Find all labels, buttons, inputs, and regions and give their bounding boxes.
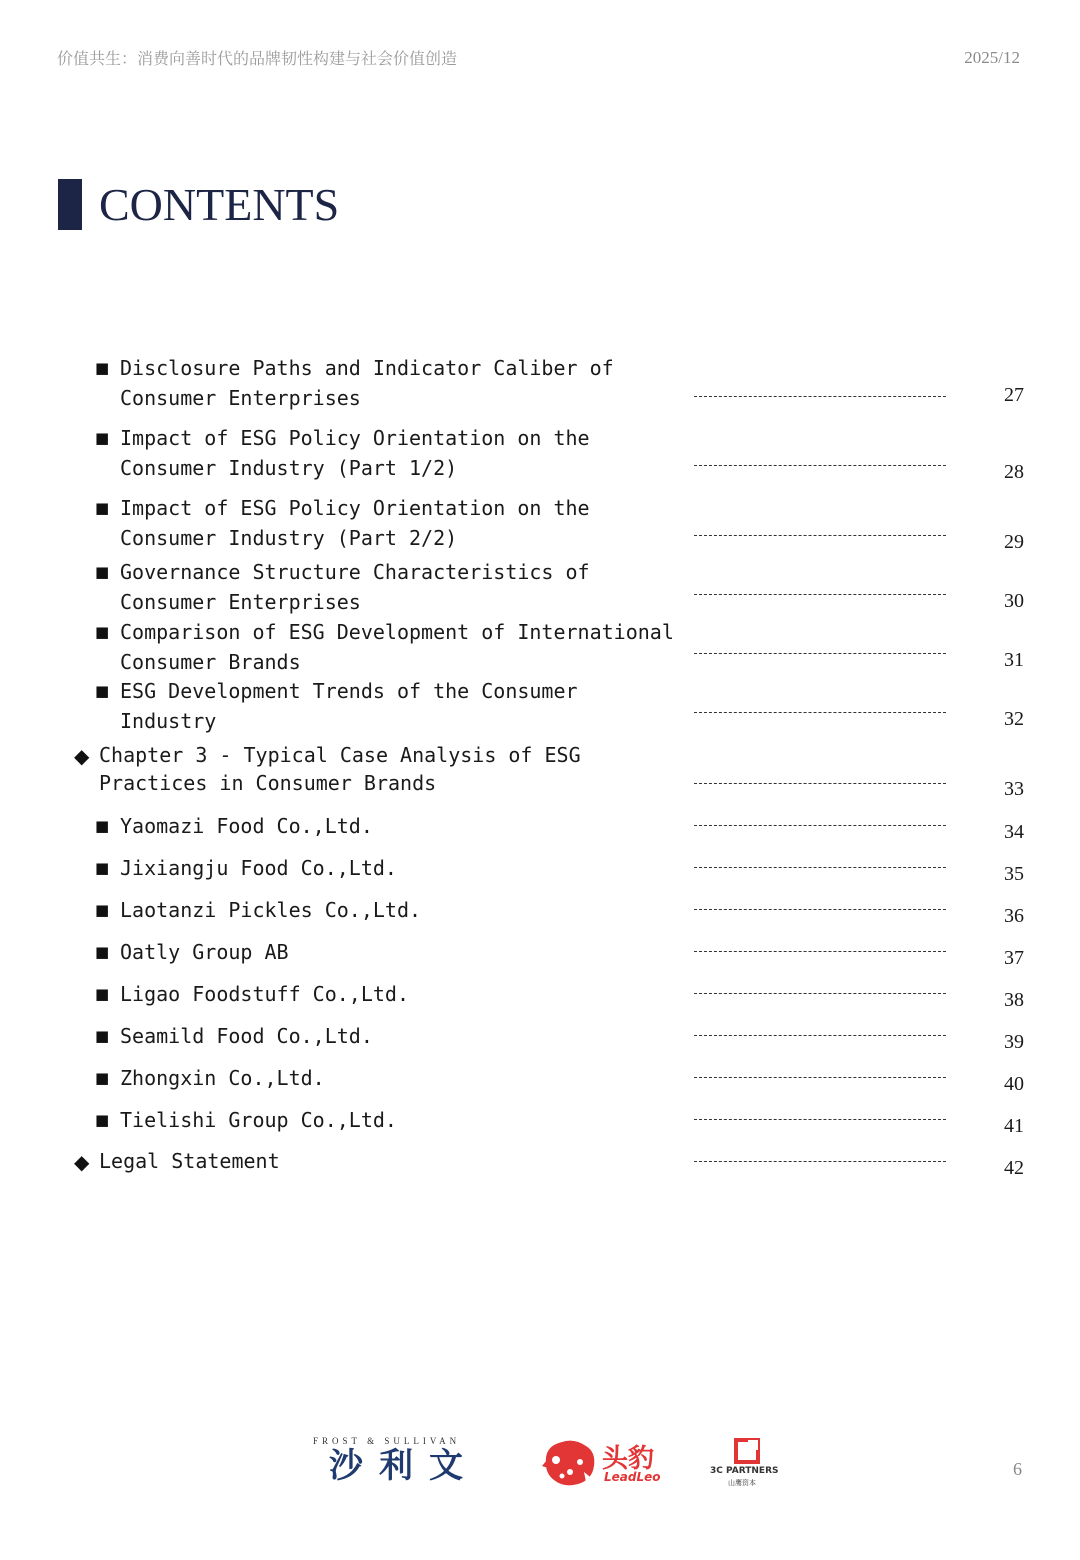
toc-page-number: 33 bbox=[1004, 778, 1024, 800]
toc-leader-dashes bbox=[694, 712, 946, 713]
toc-leader-dashes bbox=[694, 594, 946, 595]
heading-accent-bar bbox=[58, 179, 82, 230]
frost-sullivan-logo bbox=[313, 1436, 508, 1490]
square-bullet-icon: ■ bbox=[95, 859, 110, 877]
square-bullet-icon: ■ bbox=[95, 943, 110, 961]
toc-leader-dashes bbox=[694, 951, 946, 952]
toc-leader-dashes bbox=[694, 783, 946, 784]
toc-page-number: 42 bbox=[1004, 1157, 1024, 1179]
square-bullet-icon: ■ bbox=[95, 499, 110, 517]
3c-partners-cn: 山鹰资本 bbox=[728, 1479, 756, 1487]
square-bullet-icon: ■ bbox=[95, 1027, 110, 1045]
toc-entry-label: Jixiangju Food Co.,Ltd. bbox=[120, 856, 397, 880]
toc-entry-label: Ligao Foodstuff Co.,Ltd. bbox=[120, 982, 409, 1006]
toc-page-number: 35 bbox=[1004, 863, 1024, 885]
toc-entry-label: Yaomazi Food Co.,Ltd. bbox=[120, 814, 373, 838]
toc-entry-label: Laotanzi Pickles Co.,Ltd. bbox=[120, 898, 422, 922]
square-bullet-icon: ■ bbox=[95, 563, 110, 581]
square-bullet-icon: ■ bbox=[95, 623, 110, 641]
toc-entry-label: Consumer Industry (Part 2/2) bbox=[120, 526, 458, 550]
toc-leader-dashes bbox=[694, 825, 946, 826]
frost-sullivan-en: FROST & SULLIVAN bbox=[313, 1436, 461, 1446]
diamond-bullet-icon: ◆ bbox=[74, 744, 90, 768]
diamond-bullet-icon: ◆ bbox=[74, 1150, 90, 1174]
toc-entry-label: Consumer Brands bbox=[120, 650, 301, 674]
toc-leader-dashes bbox=[694, 465, 946, 466]
toc-page-number: 37 bbox=[1004, 947, 1024, 969]
toc-leader-dashes bbox=[694, 1119, 946, 1120]
leadleo-logo bbox=[540, 1436, 664, 1490]
square-bullet-icon: ■ bbox=[95, 1111, 110, 1129]
toc-leader-dashes bbox=[694, 1077, 946, 1078]
toc-entry-label: Consumer Enterprises bbox=[120, 590, 361, 614]
toc-leader-dashes bbox=[694, 396, 946, 397]
toc-entry-label: Disclosure Paths and Indicator Caliber of bbox=[120, 356, 614, 380]
toc-page-number: 28 bbox=[1004, 461, 1024, 483]
toc-entry-label: Practices in Consumer Brands bbox=[99, 771, 437, 795]
toc-entry-label: Industry bbox=[120, 709, 217, 733]
toc-entry-label: Consumer Industry (Part 1/2) bbox=[120, 456, 458, 480]
toc-page-number: 40 bbox=[1004, 1073, 1024, 1095]
toc-entry-label: Legal Statement bbox=[99, 1149, 280, 1173]
toc-page-number: 29 bbox=[1004, 531, 1024, 553]
toc-page-number: 39 bbox=[1004, 1031, 1024, 1053]
toc-leader-dashes bbox=[694, 1035, 946, 1036]
toc-leader-dashes bbox=[694, 653, 946, 654]
toc-leader-dashes bbox=[694, 909, 946, 910]
toc-page-number: 32 bbox=[1004, 708, 1024, 730]
3c-partners-en: 3C PARTNERS bbox=[710, 1466, 779, 1476]
contents-title: CONTENTS bbox=[99, 179, 340, 230]
square-bullet-icon: ■ bbox=[95, 429, 110, 447]
square-bullet-icon: ■ bbox=[95, 817, 110, 835]
toc-page-number: 31 bbox=[1004, 649, 1024, 671]
header-date: 2025/12 bbox=[964, 48, 1020, 67]
toc-entry-label: Comparison of ESG Development of International bbox=[120, 620, 674, 644]
toc-entry-label: Seamild Food Co.,Ltd. bbox=[120, 1024, 373, 1048]
toc-page-number: 38 bbox=[1004, 989, 1024, 1011]
header-title: 价值共生：消费向善时代的品牌韧性构建与社会价值创造 bbox=[57, 49, 458, 68]
toc-page-number: 36 bbox=[1004, 905, 1024, 927]
toc-page-number: 41 bbox=[1004, 1115, 1024, 1137]
toc-entry-label: Consumer Enterprises bbox=[120, 386, 361, 410]
3c-square-icon bbox=[734, 1438, 760, 1464]
toc-entry-label: ESG Development Trends of the Consumer bbox=[120, 679, 578, 703]
square-bullet-icon: ■ bbox=[95, 985, 110, 1003]
toc-entry-label: Tielishi Group Co.,Ltd. bbox=[120, 1108, 397, 1132]
toc-leader-dashes bbox=[694, 993, 946, 994]
toc-page-number: 34 bbox=[1004, 821, 1024, 843]
toc-entry-label: Chapter 3 - Typical Case Analysis of ESG bbox=[99, 743, 581, 767]
toc-leader-dashes bbox=[694, 1161, 946, 1162]
3c-partners-logo bbox=[704, 1436, 788, 1490]
toc-page-number: 27 bbox=[1004, 384, 1024, 406]
leadleo-cn: 头豹 bbox=[602, 1444, 655, 1474]
square-bullet-icon: ■ bbox=[95, 901, 110, 919]
square-bullet-icon: ■ bbox=[95, 359, 110, 377]
leadleo-en: LeadLeo bbox=[604, 1470, 661, 1484]
frost-sullivan-cn: 沙利文 bbox=[329, 1446, 479, 1486]
toc-entry-label: Oatly Group AB bbox=[120, 940, 289, 964]
toc-leader-dashes bbox=[694, 535, 946, 536]
toc-entry-label: Impact of ESG Policy Orientation on the bbox=[120, 496, 590, 520]
toc-entry-label: Zhongxin Co.,Ltd. bbox=[120, 1066, 325, 1090]
toc-entry-label: Impact of ESG Policy Orientation on the bbox=[120, 426, 590, 450]
leopard-head-icon bbox=[540, 1436, 600, 1490]
toc-page-number: 30 bbox=[1004, 590, 1024, 612]
page-number: 6 bbox=[1013, 1459, 1022, 1479]
square-bullet-icon: ■ bbox=[95, 682, 110, 700]
toc-entry-label: Governance Structure Characteristics of bbox=[120, 560, 590, 584]
square-bullet-icon: ■ bbox=[95, 1069, 110, 1087]
toc-leader-dashes bbox=[694, 867, 946, 868]
